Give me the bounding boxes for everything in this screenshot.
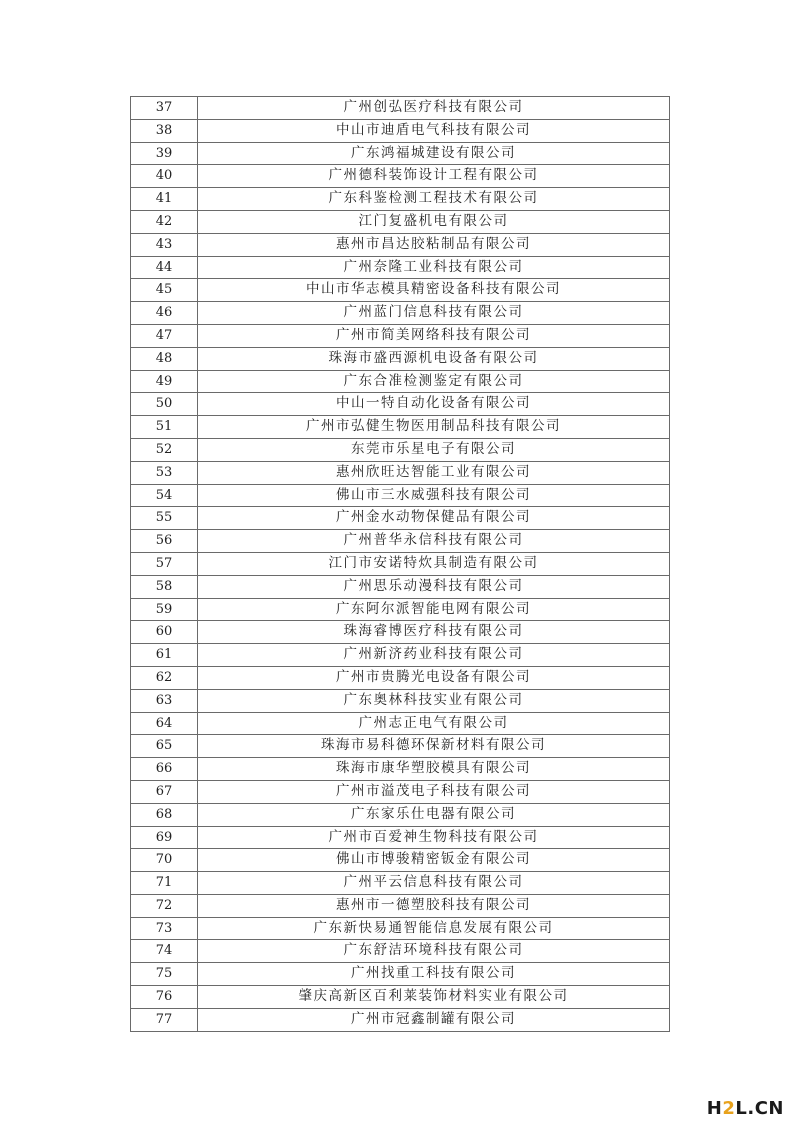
table-row [131, 461, 670, 484]
table-row [131, 97, 670, 120]
row-number: 61 [131, 644, 198, 667]
row-number: 73 [131, 917, 198, 940]
company-name: 广州德科装饰设计工程有限公司 [198, 165, 670, 188]
row-number: 66 [131, 758, 198, 781]
table-row [131, 438, 670, 461]
table-row [131, 803, 670, 826]
table-row [131, 826, 670, 849]
row-number: 41 [131, 188, 198, 211]
company-name: 广州找重工科技有限公司 [198, 963, 670, 986]
company-name: 惠州欣旺达智能工业有限公司 [198, 461, 670, 484]
row-number: 53 [131, 461, 198, 484]
table-row [131, 416, 670, 439]
company-name: 广州市溢茂电子科技有限公司 [198, 780, 670, 803]
row-number: 43 [131, 233, 198, 256]
company-name: 珠海睿博医疗科技有限公司 [198, 621, 670, 644]
row-number: 45 [131, 279, 198, 302]
table-row [131, 986, 670, 1009]
table-row [131, 256, 670, 279]
company-name: 惠州市昌达胶粘制品有限公司 [198, 233, 670, 256]
table-row [131, 598, 670, 621]
row-number: 37 [131, 97, 198, 120]
watermark-2: 2 [722, 1098, 736, 1119]
table-row [131, 666, 670, 689]
table-row [131, 1008, 670, 1031]
company-name: 广东家乐仕电器有限公司 [198, 803, 670, 826]
company-name: 广州市弘健生物医用制品科技有限公司 [198, 416, 670, 439]
company-list-body [131, 97, 670, 1032]
row-number: 55 [131, 507, 198, 530]
row-number: 39 [131, 142, 198, 165]
company-name: 广州蓝门信息科技有限公司 [198, 302, 670, 325]
row-number: 58 [131, 575, 198, 598]
company-name: 广州志正电气有限公司 [198, 712, 670, 735]
table-row [131, 849, 670, 872]
row-number: 65 [131, 735, 198, 758]
row-number: 51 [131, 416, 198, 439]
company-name: 惠州市一德塑胶科技有限公司 [198, 894, 670, 917]
company-name: 珠海市盛西源机电设备有限公司 [198, 347, 670, 370]
row-number: 40 [131, 165, 198, 188]
row-number: 47 [131, 324, 198, 347]
table-row [131, 302, 670, 325]
company-name: 广东阿尔派智能电网有限公司 [198, 598, 670, 621]
row-number: 70 [131, 849, 198, 872]
company-name: 广州新济药业科技有限公司 [198, 644, 670, 667]
company-name: 广州市贵腾光电设备有限公司 [198, 666, 670, 689]
company-name: 广州普华永信科技有限公司 [198, 530, 670, 553]
table-row [131, 917, 670, 940]
row-number: 77 [131, 1008, 198, 1031]
company-name: 广州平云信息科技有限公司 [198, 872, 670, 895]
table-row [131, 165, 670, 188]
company-name: 佛山市三水威强科技有限公司 [198, 484, 670, 507]
table-row [131, 530, 670, 553]
company-name: 广州市冠鑫制罐有限公司 [198, 1008, 670, 1031]
table-row [131, 940, 670, 963]
row-number: 67 [131, 780, 198, 803]
row-number: 60 [131, 621, 198, 644]
company-name: 江门复盛机电有限公司 [198, 210, 670, 233]
row-number: 59 [131, 598, 198, 621]
watermark-h: H [706, 1098, 723, 1119]
table-row [131, 689, 670, 712]
row-number: 71 [131, 872, 198, 895]
company-name: 广州创弘医疗科技有限公司 [198, 97, 670, 120]
table-row [131, 324, 670, 347]
company-name: 广东科鉴检测工程技术有限公司 [198, 188, 670, 211]
row-number: 57 [131, 552, 198, 575]
table-row [131, 712, 670, 735]
company-name: 东莞市乐星电子有限公司 [198, 438, 670, 461]
company-name: 珠海市康华塑胶模具有限公司 [198, 758, 670, 781]
table-row [131, 142, 670, 165]
row-number: 72 [131, 894, 198, 917]
watermark-l: L [735, 1098, 748, 1119]
row-number: 44 [131, 256, 198, 279]
row-number: 64 [131, 712, 198, 735]
row-number: 50 [131, 393, 198, 416]
row-number: 68 [131, 803, 198, 826]
watermark-cn: .CN [747, 1098, 784, 1119]
row-number: 48 [131, 347, 198, 370]
table-row [131, 210, 670, 233]
table-row [131, 347, 670, 370]
table-row [131, 370, 670, 393]
row-number: 63 [131, 689, 198, 712]
table-row [131, 552, 670, 575]
company-name: 中山一特自动化设备有限公司 [198, 393, 670, 416]
company-name: 广州市百爱神生物科技有限公司 [198, 826, 670, 849]
row-number: 69 [131, 826, 198, 849]
table-row [131, 575, 670, 598]
company-name: 江门市安诺特炊具制造有限公司 [198, 552, 670, 575]
company-list-table [130, 96, 670, 1032]
table-row [131, 279, 670, 302]
row-number: 46 [131, 302, 198, 325]
row-number: 54 [131, 484, 198, 507]
company-name: 广东鸿福城建设有限公司 [198, 142, 670, 165]
row-number: 62 [131, 666, 198, 689]
company-name: 广州市简美网络科技有限公司 [198, 324, 670, 347]
company-name: 广东新快易通智能信息发展有限公司 [198, 917, 670, 940]
row-number: 74 [131, 940, 198, 963]
company-name: 广东合准检测鉴定有限公司 [198, 370, 670, 393]
company-name: 广州思乐动漫科技有限公司 [198, 575, 670, 598]
company-name: 中山市迪盾电气科技有限公司 [198, 119, 670, 142]
company-name: 佛山市博骏精密钣金有限公司 [198, 849, 670, 872]
table-row [131, 963, 670, 986]
table-row [131, 507, 670, 530]
table-row [131, 393, 670, 416]
company-name: 广东舒洁环境科技有限公司 [198, 940, 670, 963]
table-row [131, 233, 670, 256]
row-number: 56 [131, 530, 198, 553]
table-row [131, 644, 670, 667]
table-row [131, 758, 670, 781]
company-name: 珠海市易科德环保新材料有限公司 [198, 735, 670, 758]
row-number: 49 [131, 370, 198, 393]
company-name: 广东奥林科技实业有限公司 [198, 689, 670, 712]
table-row [131, 780, 670, 803]
company-name: 中山市华志模具精密设备科技有限公司 [198, 279, 670, 302]
row-number: 76 [131, 986, 198, 1009]
company-name: 广州奈隆工业科技有限公司 [198, 256, 670, 279]
company-name: 肇庆高新区百利莱装饰材料实业有限公司 [198, 986, 670, 1009]
row-number: 38 [131, 119, 198, 142]
row-number: 42 [131, 210, 198, 233]
site-watermark-logo [707, 1098, 784, 1119]
table-row [131, 894, 670, 917]
table-row [131, 484, 670, 507]
table-row [131, 119, 670, 142]
table-row [131, 621, 670, 644]
table-row [131, 735, 670, 758]
row-number: 75 [131, 963, 198, 986]
table-row [131, 188, 670, 211]
company-name: 广州金水动物保健品有限公司 [198, 507, 670, 530]
table-row [131, 872, 670, 895]
row-number: 52 [131, 438, 198, 461]
